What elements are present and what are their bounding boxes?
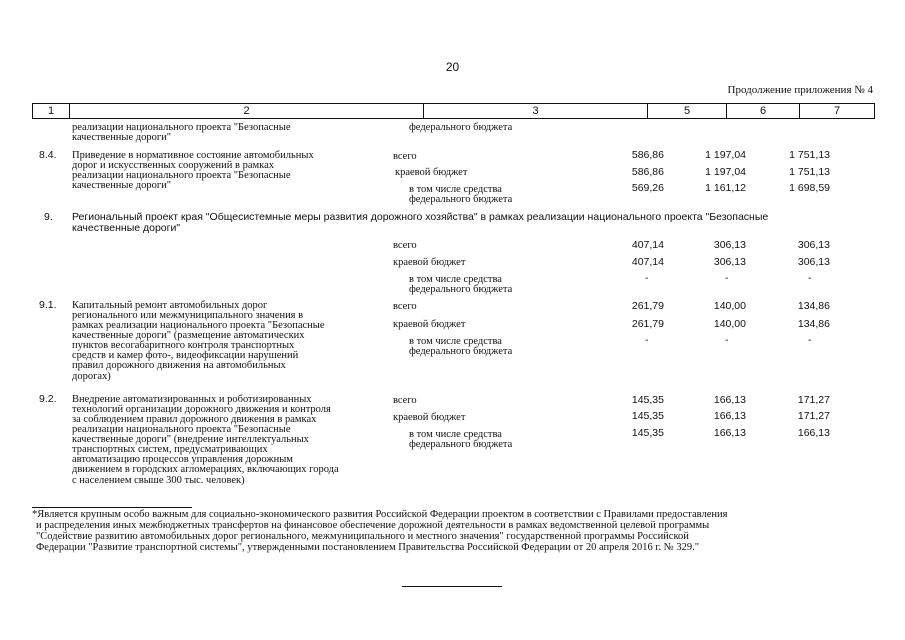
page-number: 20 — [445, 60, 460, 74]
row-9-1-number: 9.1. — [39, 299, 57, 311]
row-9-1-src-total: всего — [393, 301, 417, 312]
row-8-4-v5-regional: 586,86 — [631, 166, 664, 178]
row-9-2-v5-federal: 145,35 — [631, 427, 664, 439]
row-9-desc-2: качественные дороги" — [72, 222, 181, 234]
row-9-v7-total: 306,13 — [797, 239, 830, 251]
row-9-2-desc-2: технологий организации дорожного движения и контроля — [72, 404, 331, 415]
row-9-2-src-total: всего — [393, 395, 417, 406]
continuation-label: Продолжение приложения № 4 — [727, 84, 873, 96]
row-8-4-v5-federal: 569,26 — [631, 182, 664, 194]
row-9-1-src-federal-1: в том числе средства — [409, 336, 502, 347]
row-9-1-desc-6: средств и камер фото-, видеофиксации нарушений — [72, 350, 299, 361]
row-9-2-desc-6: транспортных систем, предусматривающих — [72, 444, 268, 455]
footnote-separator — [32, 507, 192, 508]
row-9-2-v6-federal: 166,13 — [713, 427, 746, 439]
row-8-4-v5-total: 586,86 — [631, 149, 664, 161]
row-9-src-federal-1: в том числе средства — [409, 274, 502, 285]
row-9-1-src-federal-2: федерального бюджета — [409, 346, 513, 357]
end-separator — [402, 586, 502, 587]
row-9-1-desc-1: Капитальный ремонт автомобильных дорог — [72, 300, 268, 311]
row-9-v5-regional: 407,14 — [631, 256, 664, 268]
row-9-2-number: 9.2. — [39, 393, 57, 405]
row-9-2-v5-total: 145,35 — [631, 394, 664, 406]
row-9-2-v7-regional: 171,27 — [797, 410, 830, 422]
row-9-2-src-federal-1: в том числе средства — [409, 429, 502, 440]
row-8-4-v6-total: 1 197,04 — [705, 149, 746, 161]
footnote-line-3: "Содействие развитию автомобильных дорог регионального, межмуниципального и местного значения" государственной программы Российской — [36, 531, 689, 542]
row-9-src-total: всего — [393, 240, 417, 251]
row-9-2-desc-9: с населением свыше 300 тыс. человек) — [72, 475, 245, 486]
row-9-v6-federal: - — [725, 272, 729, 284]
row-9-2-desc-7: автоматизацию процессов управления дорожным — [72, 454, 293, 465]
row-8-4-desc-1: Приведение в нормативное состояние автомобильных — [72, 150, 314, 161]
row-9-1-desc-8: дорогах) — [72, 371, 111, 382]
row-8-4-v7-federal: 1 698,59 — [789, 182, 830, 194]
row-8-4-desc-4: качественные дороги" — [72, 180, 172, 191]
row-8-4-src-regional: краевой бюджет — [395, 167, 468, 178]
row-9-number: 9. — [44, 211, 53, 223]
row-9-2-desc-8: движением в городских агломерациях, включающих города — [72, 464, 339, 475]
header-col-6: 6 — [759, 105, 767, 117]
row-9-2-v5-regional: 145,35 — [631, 410, 664, 422]
row-9-1-v6-federal: - — [725, 334, 729, 346]
top-source: федерального бюджета — [409, 122, 513, 133]
row-8-4-v6-regional: 1 197,04 — [705, 166, 746, 178]
row-9-v6-total: 306,13 — [713, 239, 746, 251]
top-desc-line1: реализации национального проекта "Безопасные — [72, 122, 291, 133]
row-9-src-regional: краевой бюджет — [393, 257, 466, 268]
footnote-line-4: Федерации "Развитие транспортной системы", утвержденными постановлением Правительства Российской Федерации от 20 апреля 2016 г. № 329." — [36, 542, 700, 553]
row-9-1-src-regional: краевой бюджет — [393, 319, 466, 330]
row-9-1-v7-federal: - — [808, 334, 812, 346]
row-8-4-src-total: всего — [393, 151, 417, 162]
header-col-7: 7 — [833, 105, 841, 117]
footnote-line-2: и распределения иных межбюджетных трансфертов на финансовое обеспечение дорожной деятельности в рамках ведомственной целевой программы — [36, 520, 710, 531]
row-9-v5-total: 407,14 — [631, 239, 664, 251]
row-9-1-v5-federal: - — [645, 334, 649, 346]
row-9-src-federal-2: федерального бюджета — [409, 284, 513, 295]
row-9-1-desc-2: регионального или межмуниципального значения в — [72, 310, 304, 321]
header-col-1: 1 — [47, 105, 55, 117]
row-9-1-desc-7: правил дорожного движения на автомобильных — [72, 360, 286, 371]
row-9-1-desc-4: качественные дороги" (размещение автоматических — [72, 330, 305, 341]
row-9-2-src-federal-2: федерального бюджета — [409, 439, 513, 450]
row-8-4-v7-regional: 1 751,13 — [789, 166, 830, 178]
row-9-2-desc-4: реализации национального проекта "Безопасные — [72, 424, 291, 435]
row-9-v5-federal: - — [645, 272, 649, 284]
row-8-4-desc-2: дорог и искусственных сооружений в рамках — [72, 160, 275, 171]
row-9-2-v6-total: 166,13 — [713, 394, 746, 406]
row-9-2-src-regional: краевой бюджет — [393, 412, 466, 423]
row-9-1-v6-total: 140,00 — [713, 300, 746, 312]
row-8-4-v6-federal: 1 161,12 — [705, 182, 746, 194]
header-col-3: 3 — [532, 105, 539, 117]
row-9-desc-1: Региональный проект края "Общесистемные меры развития дорожного хозяйства" в рамках реализации национального проекта "Безопасные — [72, 211, 769, 223]
row-9-2-desc-1: Внедрение автоматизированных и роботизированных — [72, 394, 312, 405]
row-8-4-desc-3: реализации национального проекта "Безопасные — [72, 170, 291, 181]
row-9-1-v5-regional: 261,79 — [631, 318, 664, 330]
top-desc-line2: качественные дороги" — [72, 132, 172, 143]
row-8-4-v7-total: 1 751,13 — [789, 149, 830, 161]
row-8-4-src-federal-1: в том числе средства — [409, 184, 502, 195]
row-8-4-src-federal-2: федерального бюджета — [409, 194, 513, 205]
row-9-2-desc-5: качественные дороги" (внедрение интеллектуальных — [72, 434, 309, 445]
footnote-line-1: *Является крупным особо важным для социально-экономического развития Российской Федерации проектом в соответствии с Правилами предоставления — [32, 509, 728, 520]
row-9-1-v5-total: 261,79 — [631, 300, 664, 312]
row-8-4-number: 8.4. — [39, 149, 57, 161]
header-col-2: 2 — [243, 105, 250, 117]
row-9-1-desc-5: пунктов весогабаритного контроля транспортных — [72, 340, 295, 351]
row-9-2-v7-total: 171,27 — [797, 394, 830, 406]
row-9-2-desc-3: за соблюдением правил дорожного движения в рамках — [72, 414, 317, 425]
row-9-2-v6-regional: 166,13 — [713, 410, 746, 422]
row-9-2-v7-federal: 166,13 — [797, 427, 830, 439]
row-9-1-v6-regional: 140,00 — [713, 318, 746, 330]
table-header-row — [32, 103, 875, 119]
row-9-1-v7-regional: 134,86 — [797, 318, 830, 330]
row-9-1-v7-total: 134,86 — [797, 300, 830, 312]
row-9-v6-regional: 306,13 — [713, 256, 746, 268]
header-col-5: 5 — [683, 105, 691, 117]
row-9-v7-regional: 306,13 — [797, 256, 830, 268]
row-9-1-desc-3: рамках реализации национального проекта "Безопасные — [72, 320, 325, 331]
row-9-v7-federal: - — [808, 272, 812, 284]
